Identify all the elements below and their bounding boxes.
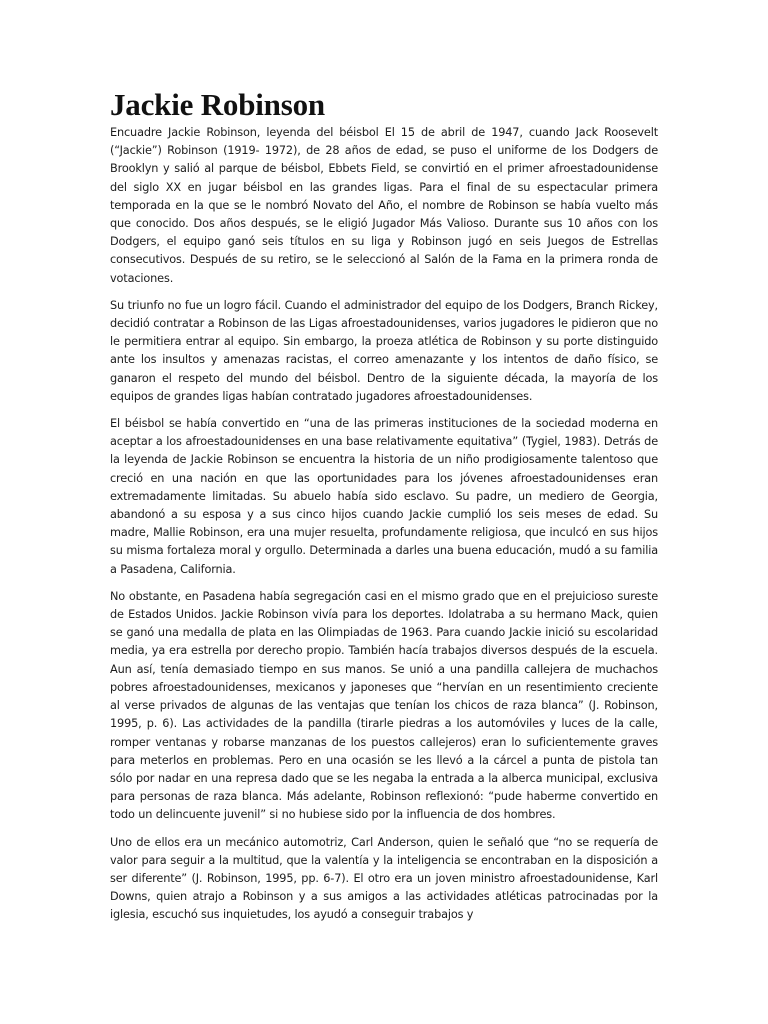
paragraph-2: Su triunfo no fue un logro fácil. Cuando el administrador del equipo de los Dodgers, Branch Rickey, decidió contratar a Robinson de las Ligas afroestadounidenses, varios jugadores le pidieron que no le permitiera entrar al equipo. Sin embargo, la proeza atlética de Robinson y su porte distinguido ante los insultos y amenazas racistas, el correo amenazante y los intentos de daño físico, se ganaron el respeto del mundo del béisbol. Dentro de la siguiente década, la mayoría de los equipos de grandes ligas habían contratado jugadores afroestadounidenses.: [110, 298, 658, 403]
paragraph-5: Uno de ellos era un mecánico automotriz, Carl Anderson, quien le señaló que “no se requería de valor para seguir a la multitud, que la valentía y la inteligencia se encontraban en la disposición a ser diferente” (J. Robinson, 1995, pp. 6-7). El otro era un joven ministro afroestadounidense, Karl Downs, quien atrajo a Robinson y a sus amigos a las actividades atléticas patrocinadas por la iglesia, escuchó sus inquietudes, los ayudó a conseguir trabajos y: [110, 835, 658, 922]
document-page: [110, 86, 658, 934]
paragraph-4: No obstante, en Pasadena había segregación casi en el mismo grado que en el prejuicioso sureste de Estados Unidos. Jackie Robinson vivía para los deportes. Idolatraba a su hermano Mack, quien se ganó una medalla de plata en las Olimpiadas de 1963. Para cuando Jackie inició su escolaridad media, ya era estrella por derecho propio. También hacía trabajos diversos después de la escuela. Aun así, tenía demasiado tiempo en sus manos. Se unió a una pandilla callejera de muchachos pobres afroestadounidenses, mexicanos y japoneses que “hervían en un resentimiento creciente al verse privados de algunas de las ventajas que tenían los chicos de raza blanca” (J. Robinson, 1995, p. 6). Las actividades de la pandilla (tirarle piedras a los automóviles y luces de la calle, romper ventanas y robarse manzanas de los puestos callejeros) eran lo suficientemente graves para meterlos en problemas. Pero en una ocasión se les llevó a la cárcel a punta de pistola tan sólo por nadar en una represa dado que se les negaba la entrada a la alberca municipal, exclusiva para personas de raza blanca. Más adelante, Robinson reflexionó: “pude haberme convertido en todo un delincuente juvenil” si no hubiese sido por la influencia de dos hombres.: [110, 589, 658, 822]
paragraph-1: Encuadre Jackie Robinson, leyenda del béisbol El 15 de abril de 1947, cuando Jack Roosevelt (“Jackie”) Robinson (1919- 1972), de 28 años de edad, se puso el uniforme de los Dodgers de Brooklyn y salió al parque de béisbol, Ebbets Field, se convirtió en el primer afroestadounidense del siglo XX en jugar béisbol en las grandes ligas. Para el final de su espectacular primera temporada en la que se le nombró Novato del Año, el nombre de Robinson se había vuelto más que conocido. Dos años después, se le eligió Jugador Más Valioso. Durante sus 10 años con los Dodgers, el equipo ganó seis títulos en su liga y Robinson jugó en seis Juegos de Estrellas consecutivos. Después de su retiro, se le seleccionó al Salón de la Fama en la primera ronda de votaciones.: [110, 126, 658, 285]
document-title: Jackie Robinson: [110, 87, 325, 122]
paragraph-3: El béisbol se había convertido en “una de las primeras instituciones de la sociedad moderna en aceptar a los afroestadounidenses en una base relativamente equitativa” (Tygiel, 1983). Detrás de la leyenda de Jackie Robinson se encuentra la historia de un niño prodigiosamente talentoso que creció en una nación en que las oportunidades para los jóvenes afroestadounidenses eran extremadamente limitadas. Su abuelo había sido esclavo. Su padre, un mediero de Georgia, abandonó a su esposa y a sus cinco hijos cuando Jackie cumplió los seis meses de edad. Su madre, Mallie Robinson, era una mujer resuelta, profundamente religiosa, que inculcó en sus hijos su misma fortaleza moral y orgullo. Determinada a darles una buena educación, mudó a su familia a Pasadena, California.: [110, 417, 658, 576]
